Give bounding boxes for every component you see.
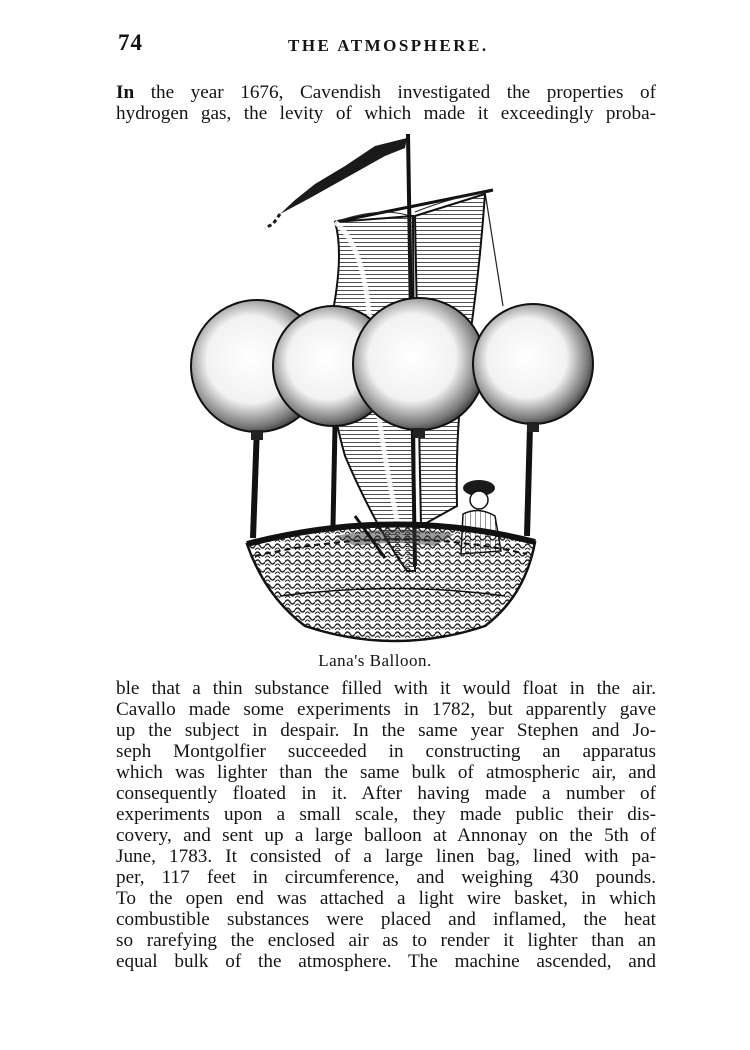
balloon-sphere-4-icon (473, 304, 593, 424)
balloon-sphere-3-icon (353, 298, 485, 430)
body-line: which was lighter than the same bulk of atmospheric air, and (116, 762, 656, 783)
body-line: To the open end was attached a light wire basket, in which (116, 888, 656, 909)
body-paragraph (116, 678, 656, 972)
intro-line-1-text: the year 1676, Cavendish investigated the properties of (150, 82, 656, 103)
body-line: seph Montgolfier succeeded in constructing an apparatus (116, 741, 656, 762)
intro-line-2: hydrogen gas, the levity of which made it exceedingly proba- (116, 103, 656, 124)
intro-line-1 (116, 82, 656, 103)
body-line: so rarefying the enclosed air as to render it lighter than an (116, 930, 656, 951)
running-title: THE ATMOSPHERE. (288, 36, 489, 55)
lana-balloon-engraving (185, 126, 605, 646)
body-line: consequently floated in it. After having made a number of (116, 783, 656, 804)
body-line: combustible substances were placed and inflamed, the heat (116, 909, 656, 930)
body-line: ble that a thin substance filled with it would float in the air. (116, 678, 656, 699)
lana-balloon-illustration (185, 126, 605, 646)
page-number: 74 (118, 30, 143, 55)
body-line: per, 117 feet in circumference, and weighing 430 pounds. (116, 867, 656, 888)
intro-paragraph (116, 82, 656, 124)
body-line: equal bulk of the atmosphere. The machine ascended, and (116, 951, 656, 972)
body-line: June, 1783. It consisted of a large linen bag, lined with pa- (116, 846, 656, 867)
body-line: covery, and sent up a large balloon at Annonay on the 5th of (116, 825, 656, 846)
body-line: experiments upon a small scale, they made public their dis- (116, 804, 656, 825)
figure-caption: Lana's Balloon. (318, 651, 432, 670)
intro-first-word: In (116, 82, 135, 103)
pennant-flag-icon (280, 138, 407, 214)
body-line: Cavallo made some experiments in 1782, but apparently gave (116, 699, 656, 720)
body-line: up the subject in despair. In the same year Stephen and Jo- (116, 720, 656, 741)
